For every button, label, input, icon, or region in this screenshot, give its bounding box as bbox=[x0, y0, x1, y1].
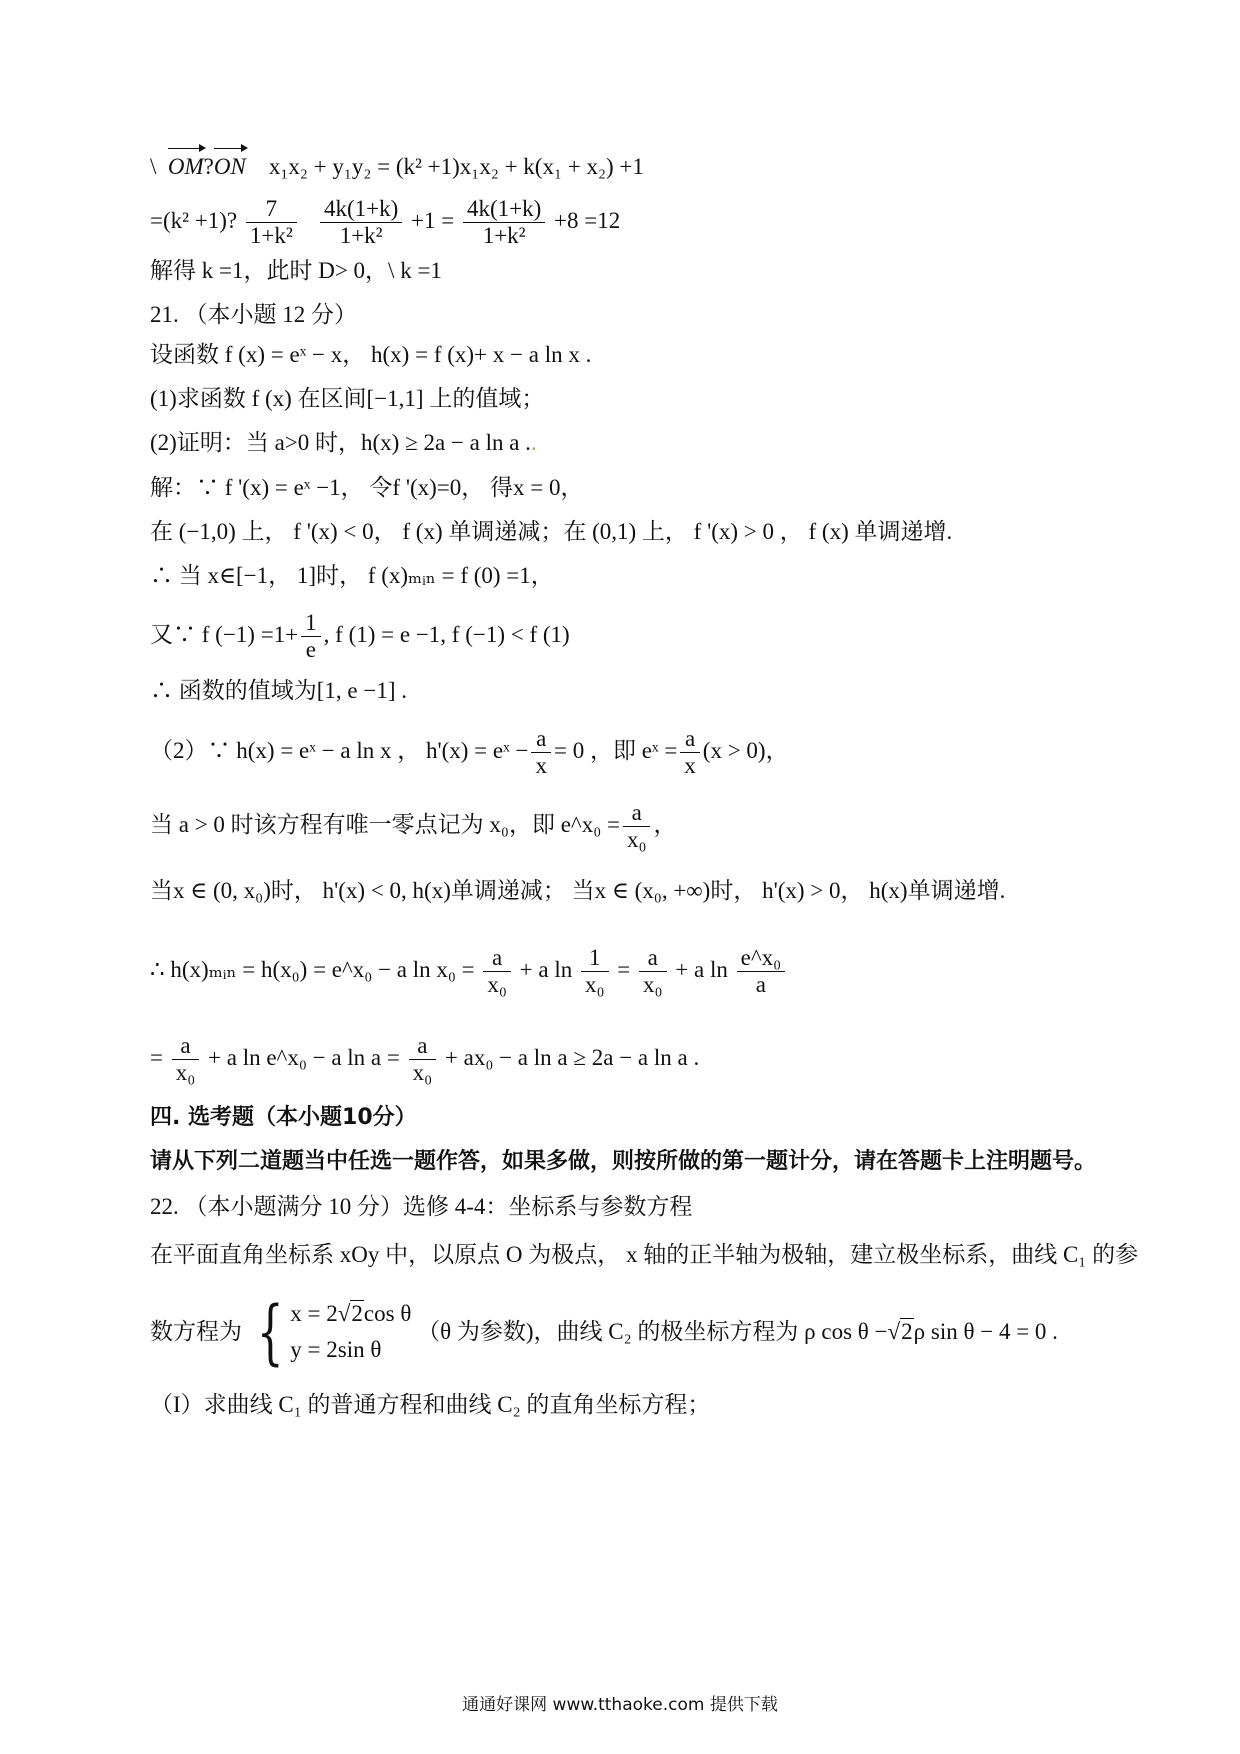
fraction: $\frac{a}{\text{x₀}}$ bbox=[409, 1033, 437, 1087]
fraction: $\frac{a}{\text{x₀}}$ bbox=[483, 945, 511, 999]
solution-line-6: （2）∵ h(x) = eˣ − a ln x ， h'(x) = eˣ − $\frac{a}{x}$ = 0 ，即 eˣ = $\frac{a}{x}$ (x > 0)， bbox=[150, 726, 789, 779]
parametric-system: { x = 2√2cos θ y = 2sin θ bbox=[256, 1291, 412, 1373]
footer-credit: 通通好课网 www.tthaoke.com 提供下载 bbox=[462, 1695, 778, 1715]
section-4-instructions: 请从下列二道题当中任选一题作答，如果多做，则按所做的第一题计分，请在答题卡上注明题号。 bbox=[150, 1149, 1097, 1174]
solution-line-8: 当x ∈ (0, x₀)时， h'(x) < 0, h(x)单调递减； 当x ∈ (x₀, +∞)时， h'(x) > 0， h(x)单调递增. bbox=[150, 878, 1006, 903]
fraction: $\frac{a}{\text{x₀}}$ bbox=[639, 945, 667, 999]
fraction: $\frac{1}{\text{x₀}}$ bbox=[581, 945, 609, 999]
question-21-title: 21. （本小题 12 分） bbox=[150, 302, 357, 327]
highlight-dot: . bbox=[530, 430, 537, 455]
brace-symbol: { bbox=[256, 1291, 284, 1373]
fraction: $\frac{a}{x}$ bbox=[680, 726, 700, 780]
solution-line-1: 解：∵ f '(x) = eˣ −1， 令f '(x)=0， 得x = 0， bbox=[150, 475, 584, 500]
solution-line-9: ∴ h(x)ₘᵢₙ = h(x₀) = e^x₀ − a ln x₀ = $\frac{a}{\text{x₀}}$ + a ln $\frac{1}{\text{x₀}}$ = $\frac{a}{\text{x₀}}$ + a ln $\frac{\text{e\textasciicircum{}x₀}}{a}$ bbox=[150, 945, 1120, 999]
result-line: 解得 k =1，此时 D> 0，\ k =1 bbox=[150, 258, 442, 283]
fraction: $\frac{a}{\text{x₀}}$ bbox=[172, 1033, 200, 1087]
fraction: $\frac{4k(1+k)}{\text{1+k²}}$ bbox=[463, 196, 545, 250]
question-21-part-1: (1)求函数 f (x) 在区间[−1,1] 上的值域； bbox=[150, 386, 545, 411]
expr-part: +1 = bbox=[411, 208, 455, 234]
fraction: $\frac{4k(1+k)}{\text{1+k²}}$ bbox=[320, 196, 402, 250]
expr-part: =(k² +1)? bbox=[150, 208, 238, 234]
dot-product-expansion: x₁x₂ + y₁y₂ = (k² +1)x₁x₂ + k(x₁ + x₂) +1 bbox=[268, 154, 644, 179]
fraction: $\frac{1}{e}$ bbox=[301, 610, 321, 664]
question-22-line-1: 在平面直角坐标系 xOy 中，以原点 O 为极点， x 轴的正半轴为极轴，建立极坐标系，曲线 C₁ 的参 bbox=[150, 1242, 1139, 1267]
question-21-statement: 设函数 f (x) = eˣ − x， h(x) = f (x)+ x − a ln x . bbox=[150, 342, 592, 367]
solution-line-10: = $\frac{a}{\text{x₀}}$ + a ln e^x₀ − a ln a = $\frac{a}{\text{x₀}}$ + ax₀ − a ln a ≥ 2a − a ln a . bbox=[150, 1033, 700, 1086]
vector-om: OM bbox=[168, 146, 204, 182]
solution-line-5: ∴ 函数的值域为[1, e −1] . bbox=[150, 678, 407, 703]
dot-product-line bbox=[150, 146, 1120, 182]
question-22-line-2: 数方程为 { x = 2√2cos θ y = 2sin θ （θ 为参数)，曲线 C₂ 的极坐标方程为 ρ cos θ −√2ρ sin θ − 4 = 0 . bbox=[150, 1291, 1058, 1373]
solution-line-2: 在 (−1,0) 上， f '(x) < 0， f (x) 单调递减；在 (0,1) 上， f '(x) > 0 ， f (x) 单调递增. bbox=[150, 519, 953, 544]
backslash-symbol: \ bbox=[150, 154, 157, 179]
section-4-title: 四. 选考题（本小题10分） bbox=[150, 1105, 417, 1130]
expr-part: +8 =12 bbox=[554, 208, 621, 234]
question-22-title: 22. （本小题满分 10 分）选修 4-4：坐标系与参数方程 bbox=[150, 1194, 693, 1219]
question-22-part-1: （I）求曲线 C₁ 的普通方程和曲线 C₂ 的直角坐标方程； bbox=[150, 1392, 711, 1417]
solution-line-3: ∴ 当 x∈[−1， 1]时， f (x)ₘᵢₙ = f (0) =1， bbox=[150, 563, 554, 588]
fraction: $\frac{7}{\text{1+k²}}$ bbox=[246, 196, 297, 250]
unknown-symbol: ? bbox=[203, 154, 214, 179]
vector-on: ON bbox=[214, 146, 246, 182]
fraction: $\frac{\text{e\textasciicircum{}x₀}}{a}$ bbox=[737, 945, 786, 999]
fraction: $\frac{a}{x}$ bbox=[531, 726, 551, 780]
question-21-part-2: (2)证明：当 a>0 时，h(x) ≥ 2a − a ln a .. bbox=[150, 430, 537, 455]
solution-line-4: 又∵ f (−1) =1+ $\frac{1}{e}$ , f (1) = e −1, f (−1) < f (1) bbox=[150, 610, 570, 663]
substitution-line bbox=[150, 196, 1120, 250]
solution-line-7: 当 a > 0 时该方程有唯一零点记为 x₀，即 e^x₀ = $\frac{a}{\text{x₀}}$ ， bbox=[150, 800, 677, 853]
fraction: $\frac{a}{\text{x₀}}$ bbox=[623, 800, 651, 854]
